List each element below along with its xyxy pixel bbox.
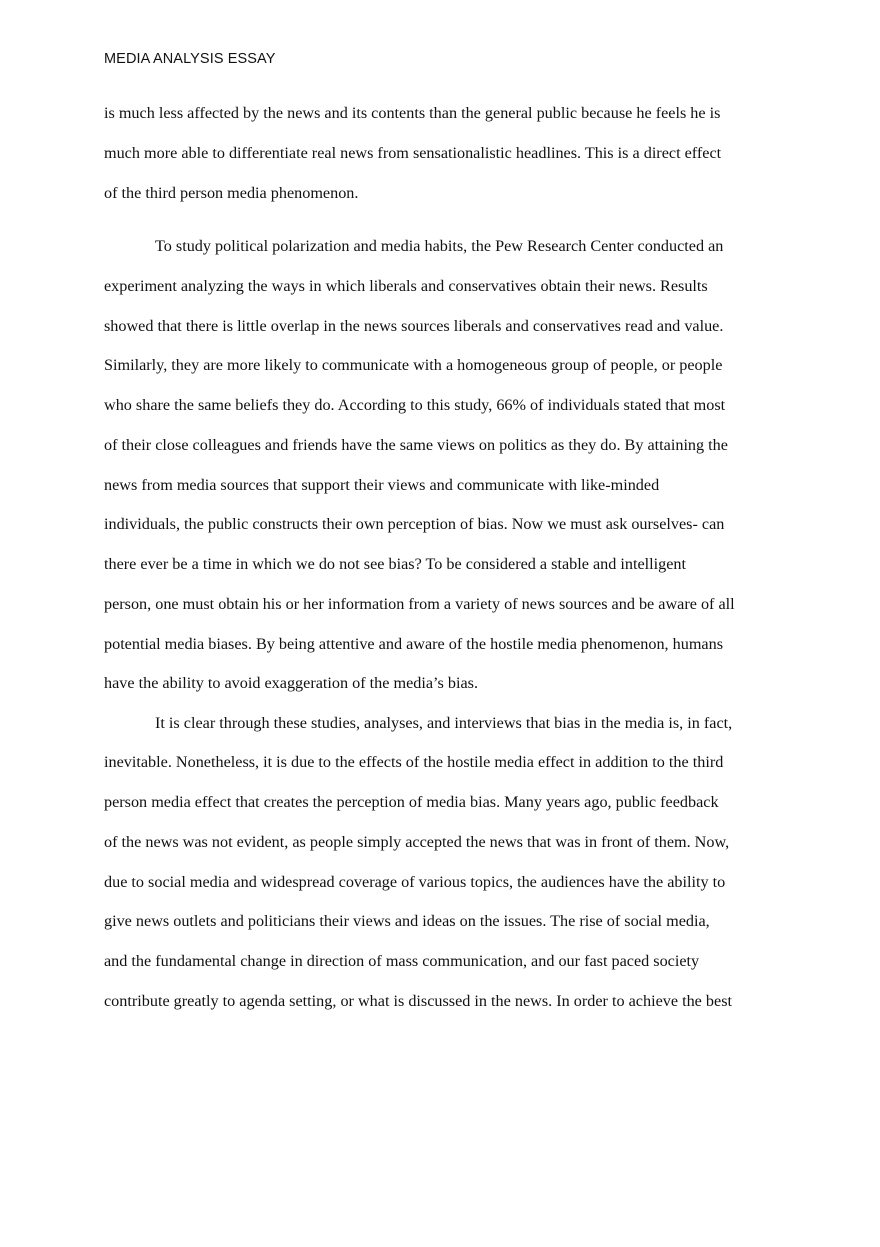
text-line: who share the same beliefs they do. According to this study, 66% of individuals stated that most [104, 396, 726, 414]
text-line: of the third person media phenomenon. [104, 184, 359, 202]
text-line: inevitable. Nonetheless, it is due to the effects of the hostile media effect in addition to the third [104, 753, 724, 771]
text-line: of their close colleagues and friends have the same views on politics as they do. By attaining the [104, 436, 728, 454]
text-line: due to social media and widespread coverage of various topics, the audiences have the ability to [104, 873, 726, 891]
text-line: contribute greatly to agenda setting, or what is discussed in the news. In order to achieve the best [104, 992, 732, 1010]
text-line: is much less affected by the news and its contents than the general public because he feels he is [104, 104, 721, 122]
text-line: individuals, the public constructs their own perception of bias. Now we must ask ourselves- can [104, 515, 725, 533]
text-line: there ever be a time in which we do not see bias? To be considered a stable and intelligent [104, 555, 687, 573]
text-line: showed that there is little overlap in the news sources liberals and conservatives read and value. [104, 317, 724, 335]
text-line: experiment analyzing the ways in which liberals and conservatives obtain their news. Results [104, 277, 708, 295]
text-line: news from media sources that support their views and communicate with like-minded [104, 476, 660, 494]
text-line: potential media biases. By being attentive and aware of the hostile media phenomenon, humans [104, 635, 723, 653]
text-line: have the ability to avoid exaggeration of the media’s bias. [104, 674, 478, 692]
text-line: and the fundamental change in direction of mass communication, and our fast paced society [104, 952, 700, 970]
running-head: MEDIA ANALYSIS ESSAY [104, 51, 276, 67]
text-line: It is clear through these studies, analyses, and interviews that bias in the media is, in fact, [155, 714, 733, 732]
text-line: person media effect that creates the perception of media bias. Many years ago, public feedback [104, 793, 719, 811]
text-line: To study political polarization and media habits, the Pew Research Center conducted an [155, 237, 724, 255]
text-line: Similarly, they are more likely to communicate with a homogeneous group of people, or people [104, 356, 723, 374]
text-line: much more able to differentiate real news from sensationalistic headlines. This is a direct effect [104, 144, 722, 162]
text-line: of the news was not evident, as people simply accepted the news that was in front of them. Now, [104, 833, 730, 851]
text-line: person, one must obtain his or her information from a variety of news sources and be aware of all [104, 595, 735, 613]
text-line: give news outlets and politicians their views and ideas on the issues. The rise of social media, [104, 912, 710, 930]
